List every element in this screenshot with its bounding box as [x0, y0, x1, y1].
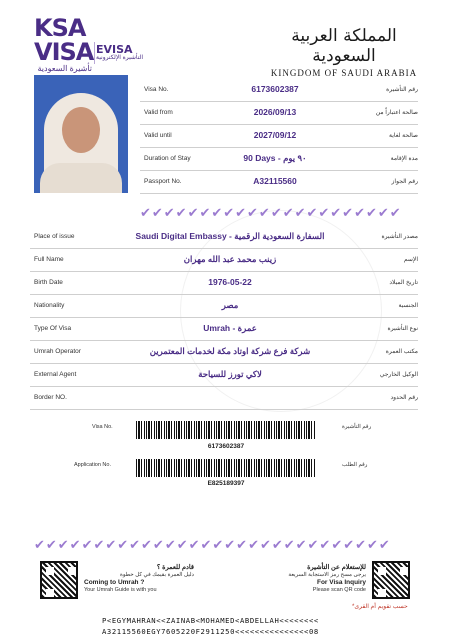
row-visa-type [30, 317, 418, 341]
evisa-logo [96, 44, 144, 61]
value-passport-no: A32115560 [253, 176, 297, 186]
row-external-agent [30, 363, 418, 387]
value-place-of-issue: Saudi Digital Embassy - السفارة السعودية الرقمية [135, 231, 325, 241]
label-umrah-operator: Umrah Operator [34, 348, 81, 355]
value-visa-type: Umrah - عمرة [203, 323, 257, 333]
row-passport-no [140, 170, 418, 194]
application-number-barcode [136, 459, 316, 477]
label-full-name: Full Name [34, 256, 64, 263]
label-valid-until: Valid until [144, 132, 172, 139]
visa-inquiry-english: For Visa Inquiry [316, 579, 366, 586]
label-external-agent: External Agent [34, 371, 77, 378]
label-valid-from: Valid from [144, 109, 173, 116]
arabic-visa-type: نوع التأشيرة [387, 326, 418, 332]
passport-photo [34, 75, 128, 193]
visa-inquiry-english-sub: Please scan QR code [312, 587, 366, 594]
arabic-nationality: الجنسية [398, 303, 418, 309]
umrah-guide-qr-code[interactable] [40, 561, 78, 599]
visa-inquiry-qr-code[interactable] [372, 561, 410, 599]
label-border-no: Border NO. [34, 394, 67, 401]
umrah-guide-arabic: قادم للعمرة ؟ [156, 564, 194, 571]
visa-inquiry-arabic-sub: يرجى مسح رمز الاستجابة السريعة [288, 572, 366, 579]
row-valid-from [140, 101, 418, 125]
kingdom-emblem-text [264, 26, 424, 78]
ksa-logo-arabic: تأشيرة السعودية [37, 64, 92, 73]
umrah-guide-english-sub: Your Umrah Guide is with you [84, 587, 157, 594]
barcode-application-number: E825189397 [207, 480, 245, 487]
umrah-guide-text [84, 564, 194, 594]
barcode-application-arabic: رقم الطلب [342, 462, 368, 468]
calendar-note: *حسب تقويم أم القرى [352, 604, 408, 610]
umrah-guide-english: Coming to Umrah ? [84, 579, 145, 586]
arabic-external-agent: الوكيل الخارجي [379, 372, 418, 378]
label-birth-date: Birth Date [34, 279, 63, 286]
kingdom-english: KINGDOM OF SAUDI ARABIA [270, 68, 418, 78]
arabic-full-name: الإسم [403, 257, 418, 263]
barcode-visa-label: Visa No. [92, 424, 113, 430]
arabic-passport-no: رقم الجواز [391, 179, 418, 185]
ksa-visa-logo [34, 16, 92, 73]
label-visa-no: Visa No. [144, 86, 169, 93]
row-birth-date [30, 271, 418, 295]
value-duration: 90 Days - ٩٠ يوم [243, 153, 307, 163]
barcode-visa-arabic: رقم التأشيرة [342, 424, 372, 430]
kingdom-arabic: المملكة العربية السعودية [291, 26, 397, 66]
row-duration [140, 147, 418, 171]
value-external-agent: لاكي تورز للسياحة [198, 369, 262, 379]
label-nationality: Nationality [34, 302, 65, 309]
ksa-logo-line1: KSA [34, 14, 86, 42]
chevron-decor-bottom: ✔✔✔✔✔✔✔✔✔✔✔✔✔✔✔✔✔✔✔✔✔✔✔✔✔✔✔✔✔✔ [34, 538, 391, 553]
row-visa-no [140, 78, 418, 102]
label-duration: Duration of Stay [144, 155, 191, 162]
arabic-border-no: رقم الحدود [390, 395, 418, 401]
row-border-no [30, 386, 418, 410]
arabic-umrah-operator: مكتب العمرة [385, 349, 418, 355]
barcode-visa-number: 6173602387 [207, 443, 245, 450]
label-place-of-issue: Place of issue [34, 233, 75, 240]
visa-number-barcode [136, 421, 316, 439]
ksa-logo-line2: VISA [34, 38, 94, 66]
value-full-name: زينب محمد عبد الله مهران [183, 254, 277, 264]
arabic-birth-date: تاريخ الميلاد [389, 280, 418, 286]
label-visa-type: Type Of Visa [34, 325, 72, 332]
row-valid-until [140, 124, 418, 148]
value-valid-from: 2026/09/13 [253, 107, 297, 117]
visa-inquiry-arabic: للإستعلام عن التأشيرة [307, 564, 366, 571]
label-passport-no: Passport No. [144, 178, 182, 185]
evisa-title: EVISA [96, 43, 133, 56]
visa-inquiry-text [262, 564, 366, 594]
value-umrah-operator: شركة فرع شركة اوتاد مكة لخدمات المعتمرين [149, 346, 311, 356]
umrah-guide-arabic-sub: دليل العمرة بقيمك في كل خطوة [120, 572, 194, 579]
mrz-line-2: A32115560EGY7605220F2911250<<<<<<<<<<<<<<<08 [102, 627, 319, 636]
row-full-name [30, 248, 418, 272]
value-nationality: مصر [221, 300, 239, 310]
row-umrah-operator [30, 340, 418, 364]
value-birth-date: 1976-05-22 [208, 277, 252, 287]
arabic-valid-until: صالحة لغاية [389, 133, 418, 139]
barcode-application-label: Application No. [74, 462, 111, 468]
arabic-visa-no: رقم التأشيرة [386, 87, 418, 93]
arabic-place-of-issue: مصدر التأشيرة [381, 234, 418, 240]
chevron-decor-top: ✔✔✔✔✔✔✔✔✔✔✔✔✔✔✔✔✔✔✔✔✔✔ [140, 206, 402, 221]
row-nationality [30, 294, 418, 318]
value-visa-no: 6173602387 [251, 84, 299, 94]
value-valid-until: 2027/09/12 [253, 130, 297, 140]
row-place-of-issue [30, 225, 418, 249]
logo-divider [94, 42, 95, 64]
arabic-duration: مدة الإقامة [390, 156, 418, 162]
mrz-line-1: P<EGYMAHRAN<<ZAINAB<MOHAMED<ABDELLAH<<<<<<<< [102, 616, 319, 625]
evisa-arabic: التأشيرة الإلكترونية [96, 55, 144, 61]
arabic-valid-from: صالحة اعتباراً من [375, 110, 418, 116]
